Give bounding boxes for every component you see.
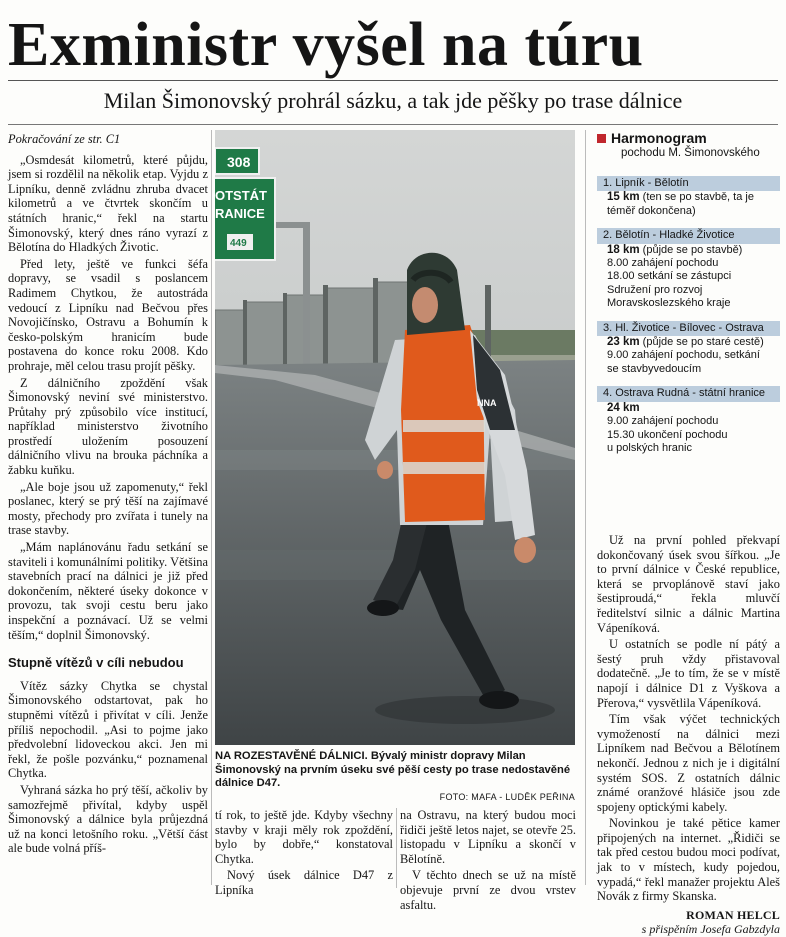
- column-3: [400, 808, 576, 914]
- schedule-title: Harmonogram: [597, 130, 780, 146]
- caption-text: Bývalý ministr dopravy Milan Šimonovský na prvním úseku své pěší cesty po trase nedostavěné dálnice D47.: [215, 750, 571, 789]
- subheadline: Milan Šimonovský prohrál sázku, a tak jde pěšky po trase dálnice: [103, 88, 683, 113]
- stage-line: 9.00 zahájení pochodu: [607, 415, 719, 428]
- column-divider: [396, 808, 397, 888]
- rule: [8, 124, 778, 125]
- column-4: [597, 533, 780, 937]
- paragraph: „Mám naplánovánu řadu setkání se staviteli i komunálními politiky. Většina stavebních prací na dálnici je již před dokončením, některé úseky dokonce v provozu, tak svoji cestu beru jako inspekční a poznávací. Už se velmi těším,“ doplnil Šimonovský.: [8, 540, 208, 642]
- paragraph: Z dálničního zpoždění však Šimonovský neviní své ministerstvo. Průtahy prý způsobilo více institucí, například ministerstvo životního prostředí uložením posouzení dálničního vlivu na brouka páchníka a žabku kuňku.: [8, 375, 208, 478]
- sign-text-2: RANICE: [215, 206, 265, 221]
- article-photo: [215, 130, 575, 745]
- stage-line: 15.30 ukončení pochodu: [607, 428, 728, 441]
- stage-line: se stavbyvedoucím: [607, 362, 702, 375]
- sign-text-1: OTSTÁT: [215, 188, 267, 203]
- paragraph: Už na první pohled překvapí dokončovaný úsek svou šířkou. „Je to první dálnice v České republice, která se prvoplánově staví jako šestiproudá,“ řekla mluvčí ředitelství silnic a dálnic Martina Vápeníková.: [597, 533, 780, 635]
- column-divider: [211, 130, 212, 885]
- stage-1: [597, 176, 780, 218]
- walking-man-photo: [215, 130, 575, 745]
- stage-km: 15 km: [607, 191, 640, 204]
- column-2: [215, 808, 393, 900]
- stage-km: 23 km: [607, 336, 640, 349]
- rule: [8, 80, 778, 81]
- author-name: ROMAN HELCL: [686, 907, 780, 922]
- paragraph: Vyhraná sázka ho prý těší, ačkoliv by samozřejmě přivítal, kdyby uspěl Šimonovský a dálnice byla průjezdná už na konci letošního roku. „Větší část ale bude volná příš-: [8, 782, 208, 856]
- paragraph: Před lety, ještě ve funkci šéfa dopravy, se vsadil s poslancem Radimem Chytkou, že autostráda vedoucí z Lipníku nad Bečvou přes Novojičínsko, Ostravu a Bohumín k česko-polským hranicím bude postavena do konce roku 2008. Kdo prohraje, měl celou trasu projít pěšky.: [8, 256, 208, 373]
- stage-4: [597, 386, 780, 455]
- sign-road-number: 308: [227, 154, 251, 170]
- paragraph: „Ale boje jsou už zapomenuty,“ řekl poslanec, který se prý těší na zajímavé mosty, přechody pro zvířata i tunely na trase stavby.: [8, 479, 208, 538]
- red-square-icon: [597, 134, 606, 143]
- stage-km-note: (ten se po stavbě, ta je: [642, 191, 754, 204]
- stage-line: u polských hranic: [607, 441, 692, 454]
- stage-head: 2. Bělotín - Hladké Životice: [597, 228, 780, 243]
- paragraph: V těchto dnech se už na místě objevuje první ze dvou vrstev asfaltu.: [400, 868, 576, 912]
- headline: Exministr vyšel na túru: [8, 11, 644, 79]
- paragraph: Novinkou je také pětice kamer připojených na internet. „Řidiči se tak před cestou budou moci podívat, jak to v místech, kudy pojedou, vypadá,“ řekl manažer projektu Aleš Novák z firmy Skanska.: [597, 816, 780, 904]
- vest-logo: NNA: [477, 398, 497, 408]
- paragraph: Vítěz sázky Chytka se chystal Šimonovského odstartovat, pak ho stupněmi vítězů i přivítat v cíli. Jenže příliš nepochodil. „Asi to pojme jako předvolební lidoveckou akci. Jen mi řekl, že pošle pozvánku,“ poznamenal Chytka.: [8, 678, 208, 781]
- paragraph: Tím však výčet technických vymožeností na dálnici mezi Lipníkem nad Bečvou a Bělotínem nekončí. Jednou z nich je i digitální systém SOS. Z ostatních dálnic známé oranžové hlásiče jsou zde spojeny optickými kabely.: [597, 712, 780, 814]
- stage-km-note: (půjde se po stavbě): [642, 243, 743, 256]
- stage-line: 9.00 zahájení pochodu, setkání: [607, 349, 760, 362]
- paragraph: tí rok, to ještě jde. Kdyby všechny stavby v kraji měly rok zpoždění, bylo by dobře,“ konstatoval Chytka.: [215, 808, 393, 866]
- stage-line: 18.00 setkání se zástupci: [607, 270, 732, 283]
- paragraph: Nový úsek dálnice D47 z Lipníka: [215, 868, 393, 897]
- continued-note: Pokračování ze str. C1: [8, 132, 121, 146]
- stage-head: 3. Hl. Životice - Bílovec - Ostrava: [597, 321, 780, 336]
- stage-2: [597, 228, 780, 310]
- photo-caption: [215, 750, 575, 804]
- stage-km-note: (půjde se po staré cestě): [642, 336, 764, 349]
- stage-km: 18 km: [607, 243, 640, 256]
- stage-line: Moravskoslezského kraje: [607, 297, 731, 310]
- schedule-subtitle: pochodu M. Šimonovského: [621, 147, 760, 159]
- column-divider: [585, 130, 586, 885]
- stage-head: 1. Lipník - Bělotín: [597, 176, 780, 191]
- section-subtitle: Stupně vítězů v cíli nebudou: [8, 655, 184, 671]
- stage-3: [597, 321, 780, 377]
- stage-line: Sdružení pro rozvoj: [607, 283, 703, 296]
- paragraph: U ostatních se podle ní pátý a šestý pruh vždy přistavoval dodatečně. „Je to tím, že se v místě napojí i dálnice D1 z Vyškova a Přerova,“ vysvětlila Vápeníková.: [597, 637, 780, 710]
- column-1: [8, 132, 208, 858]
- schedule-box: [597, 130, 780, 465]
- paragraph: na Ostravu, na který budou moci řidiči ještě letos najet, se otevře 25. listopadu v Lipníku a skončí v Bělotíně.: [400, 808, 576, 866]
- caption-lead: NA ROZESTAVĚNÉ DÁLNICI.: [215, 750, 368, 762]
- sign-exit: 449: [230, 238, 247, 249]
- contributor-note: s přispěním Josefa Gabzdyla: [641, 922, 780, 937]
- stage-line: téměř dokončena): [607, 204, 696, 217]
- paragraph: „Osmdesát kilometrů, které půjdu, jsem si rozdělil na několik etap. Vyjdu z Lipníku, denně zvládnu zhruba dvacet kilometrů a ve čtvrtek skončím u státních hranic,“ řekl na startu Šimonovský, který dnes ráno vyrazí z Bělotína do Hladkých Životic.: [8, 152, 208, 255]
- photo-credit: FOTO: MAFA - LUDĚK PEŘINA: [439, 791, 575, 802]
- stage-head: 4. Ostrava Rudná - státní hranice: [597, 386, 780, 401]
- stage-km: 24 km: [607, 401, 640, 414]
- stage-line: 8.00 zahájení pochodu: [607, 257, 719, 270]
